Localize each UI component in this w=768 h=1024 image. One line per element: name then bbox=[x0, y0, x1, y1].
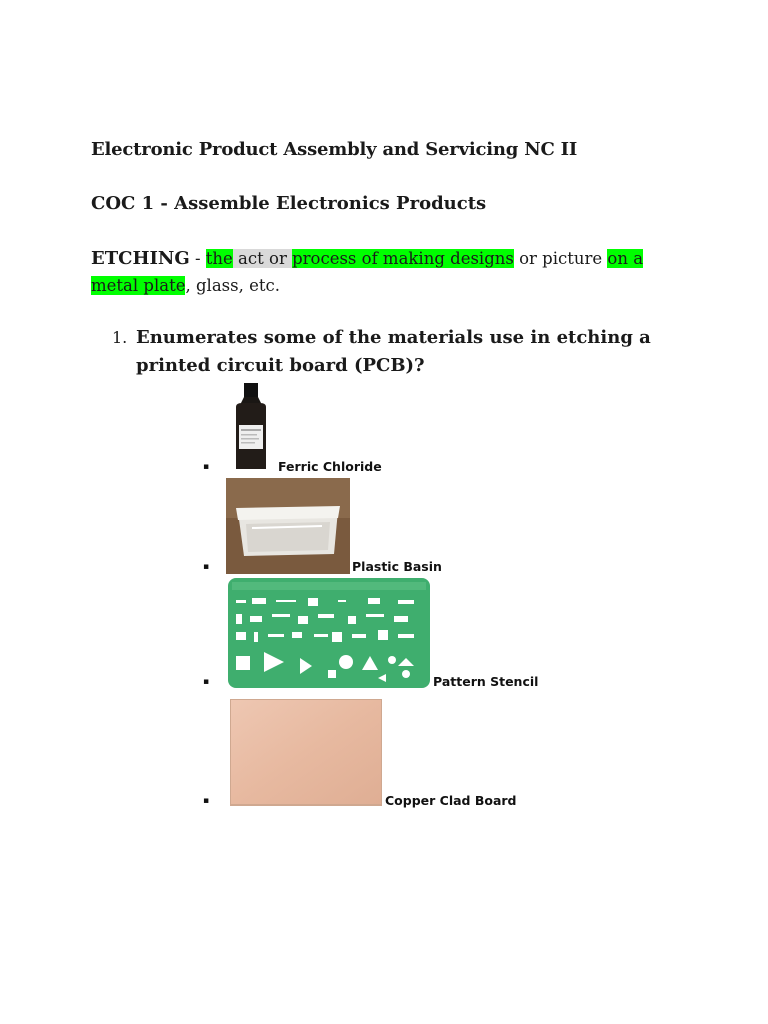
definition-part-3: process of making designs bbox=[292, 249, 514, 268]
definition-part-6: , glass, etc. bbox=[185, 276, 280, 295]
label-plastic-basin: Plastic Basin bbox=[352, 559, 442, 574]
label-copper-clad-board: Copper Clad Board bbox=[385, 793, 517, 808]
label-pattern-stencil: Pattern Stencil bbox=[433, 674, 539, 689]
etching-definition bbox=[91, 245, 691, 299]
bullet-basin: ▪ bbox=[203, 562, 210, 572]
coc-title: COC 1 - Assemble Electronics Products bbox=[91, 193, 487, 214]
bullet-stencil: ▪ bbox=[203, 677, 210, 687]
bullet-ferric: ▪ bbox=[203, 462, 210, 472]
question-text: Enumerates some of the materials use in etching a printed circuit board (PCB)? bbox=[136, 327, 651, 376]
definition-part-2: act or bbox=[232, 249, 293, 268]
copper-board-image bbox=[230, 699, 382, 806]
definition-part-1: the bbox=[205, 249, 233, 268]
definition-dash: - bbox=[189, 249, 206, 268]
plastic-container-image bbox=[226, 478, 350, 574]
question-number: 1. bbox=[112, 328, 128, 347]
definition-part-5: on a metal plate bbox=[91, 249, 644, 295]
definition-term: ETCHING bbox=[91, 248, 190, 269]
course-title: Electronic Product Assembly and Servicing NC II bbox=[91, 139, 578, 160]
stencil-image bbox=[228, 578, 430, 688]
label-ferric-chloride: Ferric Chloride bbox=[278, 459, 382, 474]
bullet-copper: ▪ bbox=[203, 796, 210, 806]
bottle-image bbox=[226, 381, 276, 471]
definition-part-4: or picture bbox=[513, 249, 608, 268]
